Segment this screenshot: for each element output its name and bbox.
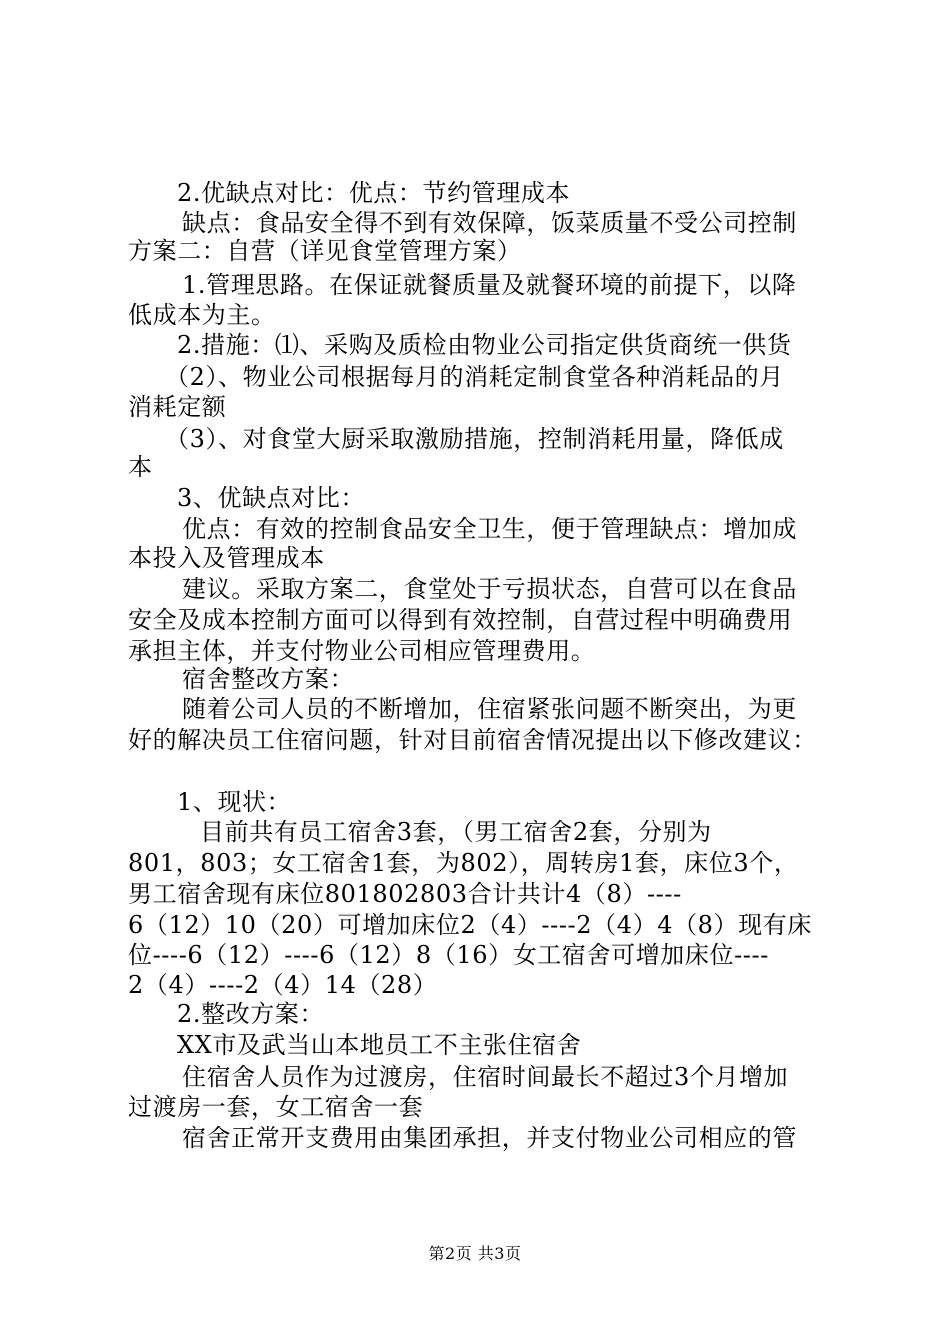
text-line: 2.措施：⑴、采购及质检由物业公司指定供货商统一供货 xyxy=(177,331,792,359)
section-heading: 宿舍整改方案： xyxy=(182,665,355,693)
text-line: 过渡房一套，女工宿舍一套 xyxy=(128,1093,424,1121)
text-line: 消耗定额 xyxy=(128,393,227,421)
text-line: XX市及武当山本地员工不主张住宿舍 xyxy=(177,1031,582,1059)
text-line: 男工宿舍现有床位801802803合计共计4（8）---- xyxy=(128,880,682,908)
text-line: 2（4）----2（4）14（28） xyxy=(128,971,438,999)
text-line: 优点：有效的控制食品安全卫生，便于管理缺点：增加成 xyxy=(182,515,797,543)
text-line: 本投入及管理成本 xyxy=(128,544,325,572)
page-footer: 第2页 共3页 xyxy=(428,1244,522,1263)
text-line: 承担主体，并支付物业公司相应管理费用。 xyxy=(128,637,596,665)
text-line: 2.整改方案： xyxy=(177,1000,325,1028)
text-line: （3）、对食堂大厨采取激励措施，控制消耗用量，降低成 xyxy=(165,425,784,453)
text-line: 住宿舍人员作为过渡房，住宿时间最长不超过3个月增加 xyxy=(182,1063,789,1091)
text-line: 801，803；女工宿舍1套，为802），周转房1套，床位3个， xyxy=(128,849,799,877)
text-line: 3、优缺点对比： xyxy=(177,484,366,512)
text-line: 位----6（12）----6（12）8（16）女工宿舍可增加床位---- xyxy=(128,941,769,969)
text-line: 安全及成本控制方面可以得到有效控制，自营过程中明确费用 xyxy=(128,606,793,634)
text-line: 目前共有员工宿舍3套，（男工宿舍2套，分别为 xyxy=(200,818,712,846)
text-line: 低成本为主。 xyxy=(128,301,276,329)
text-line: 方案二：自营（详见食堂管理方案） xyxy=(128,237,522,265)
text-line: 好的解决员工住宿问题，针对目前宿舍情况提出以下修改建议： xyxy=(128,726,817,754)
text-line: 1.管理思路。在保证就餐质量及就餐环境的前提下，以降 xyxy=(182,271,797,299)
text-line: 宿舍正常开支费用由集团承担，并支付物业公司相应的管 xyxy=(182,1124,797,1152)
text-line: 6（12）10（20）可增加床位2（4）----2（4）4（8）现有床 xyxy=(128,911,812,939)
text-line: 本 xyxy=(128,453,153,481)
text-line: 缺点：食品安全得不到有效保障，饭菜质量不受公司控制 xyxy=(182,209,797,237)
text-line: 建议。采取方案二，食堂处于亏损状态，自营可以在食品 xyxy=(182,575,797,603)
text-line: （2）、物业公司根据每月的消耗定制食堂各种消耗品的月 xyxy=(165,363,784,391)
text-line: 1、现状： xyxy=(177,788,292,816)
text-line: 2.优缺点对比：优点：节约管理成本 xyxy=(177,179,571,207)
text-line: 随着公司人员的不断增加，住宿紧张问题不断突出，为更 xyxy=(182,695,797,723)
